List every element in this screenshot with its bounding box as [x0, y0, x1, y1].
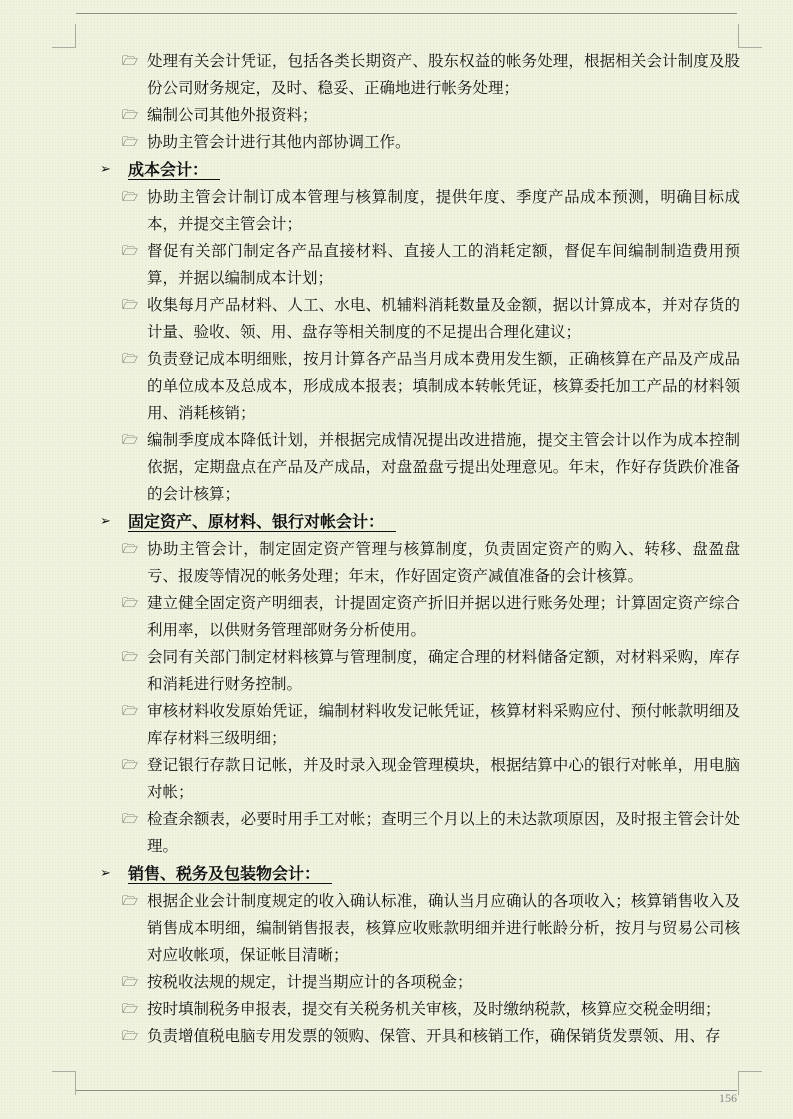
section-heading-text: 成本会计：: [128, 160, 220, 180]
list-item: [100, 238, 740, 292]
list-item: [100, 536, 740, 590]
list-item-text: 根据企业会计制度规定的收入确认标准，确认当月应确认的各项收入；核算销售收入及销售成本明细，编制销售报表，核算应收账款明细并进行帐龄分析，按月与贸易公司核对应收帐项，保证帐目清晰；: [147, 892, 740, 964]
arrow-bullet-icon: ➢: [100, 162, 111, 177]
open-folder-icon: 🗁: [122, 298, 139, 313]
arrow-bullet-icon: ➢: [100, 514, 111, 529]
document-body: [100, 48, 740, 1050]
list-item: [100, 102, 740, 129]
open-folder-icon: 🗁: [122, 758, 139, 773]
list-item-text: 编制公司其他外报资料；: [147, 106, 318, 124]
list-item: [100, 752, 740, 806]
header-rule: [76, 13, 737, 14]
open-folder-icon: 🗁: [122, 54, 139, 69]
open-folder-icon: 🗁: [122, 650, 139, 665]
section-heading-text: 销售、税务及包装物会计：: [128, 864, 332, 884]
footer-rule: [76, 1090, 737, 1091]
open-folder-icon: 🗁: [122, 244, 139, 259]
open-folder-icon: 🗁: [122, 975, 139, 990]
list-item-text: 编制季度成本降低计划，并根据完成情况提出改进措施，提交主管会计以作为成本控制依据，定期盘点在产品及产成品，对盘盈盘亏提出处理意见。年末，作好存货跌价准备的会计核算；: [147, 431, 740, 503]
open-folder-icon: 🗁: [122, 812, 139, 827]
open-folder-icon: 🗁: [122, 352, 139, 367]
list-item-text: 检查余额表，必要时用手工对帐；查明三个月以上的未达款项原因，及时报主管会计处理。: [147, 810, 740, 855]
section-heading: [100, 860, 740, 888]
list-item: [100, 996, 740, 1023]
list-item: [100, 888, 740, 969]
crop-mark-bottom-left: [52, 1071, 76, 1095]
list-item: [100, 184, 740, 238]
list-item-text: 审核材料收发原始凭证，编制材料收发记帐凭证，核算材料采购应付、预付帐款明细及库存材料三级明细；: [147, 702, 740, 747]
crop-mark-bottom-right: [738, 1071, 762, 1095]
list-item-text: 建立健全固定资产明细表，计提固定资产折旧并据以进行账务处理；计算固定资产综合利用率，以供财务管理部财务分析使用。: [147, 594, 740, 639]
list-item-text: 按时填制税务申报表，提交有关税务机关审核，及时缴纳税款，核算应交税金明细；: [147, 1000, 721, 1018]
list-item-text: 协助主管会计，制定固定资产管理与核算制度，负责固定资产的购入、转移、盘盈盘亏、报废等情况的帐务处理；年末，作好固定资产减值准备的会计核算。: [147, 540, 740, 585]
crop-mark-top-left: [52, 24, 76, 48]
page-number: 156: [719, 1091, 737, 1105]
open-folder-icon: 🗁: [122, 1029, 139, 1044]
arrow-bullet-icon: ➢: [100, 866, 111, 881]
list-item: [100, 292, 740, 346]
list-item-text: 会同有关部门制定材料核算与管理制度，确定合理的材料储备定额，对材料采购，库存和消耗进行财务控制。: [147, 648, 740, 693]
list-item-text: 收集每月产品材料、人工、水电、机辅料消耗数量及金额，据以计算成本，并对存货的计量、验收、领、用、盘存等相关制度的不足提出合理化建议；: [147, 296, 740, 341]
list-item: [100, 1023, 740, 1050]
list-item-text: 协助主管会计制订成本管理与核算制度，提供年度、季度产品成本预测，明确目标成本，并提交主管会计；: [147, 188, 740, 233]
open-folder-icon: 🗁: [122, 190, 139, 205]
list-item: [100, 644, 740, 698]
section-heading-text: 固定资产、原材料、银行对帐会计：: [128, 512, 396, 532]
list-item: [100, 129, 740, 156]
section-heading: [100, 508, 740, 536]
list-item-text: 处理有关会计凭证，包括各类长期资产、股东权益的帐务处理，根据相关会计制度及股份公司财务规定，及时、稳妥、正确地进行帐务处理；: [147, 52, 740, 97]
open-folder-icon: 🗁: [122, 542, 139, 557]
open-folder-icon: 🗁: [122, 704, 139, 719]
list-item-text: 负责登记成本明细账，按月计算各产品当月成本费用发生额，正确核算在产品及产成品的单位成本及总成本，形成成本报表；填制成本转帐凭证，核算委托加工产品的材料领用、消耗核销；: [147, 350, 740, 422]
list-item-text: 登记银行存款日记帐，并及时录入现金管理模块，根据结算中心的银行对帐单，用电脑对帐；: [147, 756, 740, 801]
list-item-text: 负责增值税电脑专用发票的领购、保管、开具和核销工作，确保销货发票领、用、存: [147, 1027, 721, 1045]
open-folder-icon: 🗁: [122, 596, 139, 611]
list-item: [100, 590, 740, 644]
open-folder-icon: 🗁: [122, 135, 139, 150]
open-folder-icon: 🗁: [122, 1002, 139, 1017]
list-item-text: 督促有关部门制定各产品直接材料、直接人工的消耗定额，督促车间编制制造费用预算，并据以编制成本计划；: [147, 242, 740, 287]
list-item-text: 协助主管会计进行其他内部协调工作。: [147, 133, 411, 151]
open-folder-icon: 🗁: [122, 433, 139, 448]
list-item: [100, 48, 740, 102]
list-item-text: 按税收法规的规定，计提当期应计的各项税金；: [147, 973, 473, 991]
list-item: [100, 346, 740, 427]
section-heading: [100, 156, 740, 184]
list-item: [100, 806, 740, 860]
open-folder-icon: 🗁: [122, 108, 139, 123]
crop-mark-top-right: [738, 24, 762, 48]
list-item: [100, 969, 740, 996]
open-folder-icon: 🗁: [122, 894, 139, 909]
list-item: [100, 427, 740, 508]
list-item: [100, 698, 740, 752]
